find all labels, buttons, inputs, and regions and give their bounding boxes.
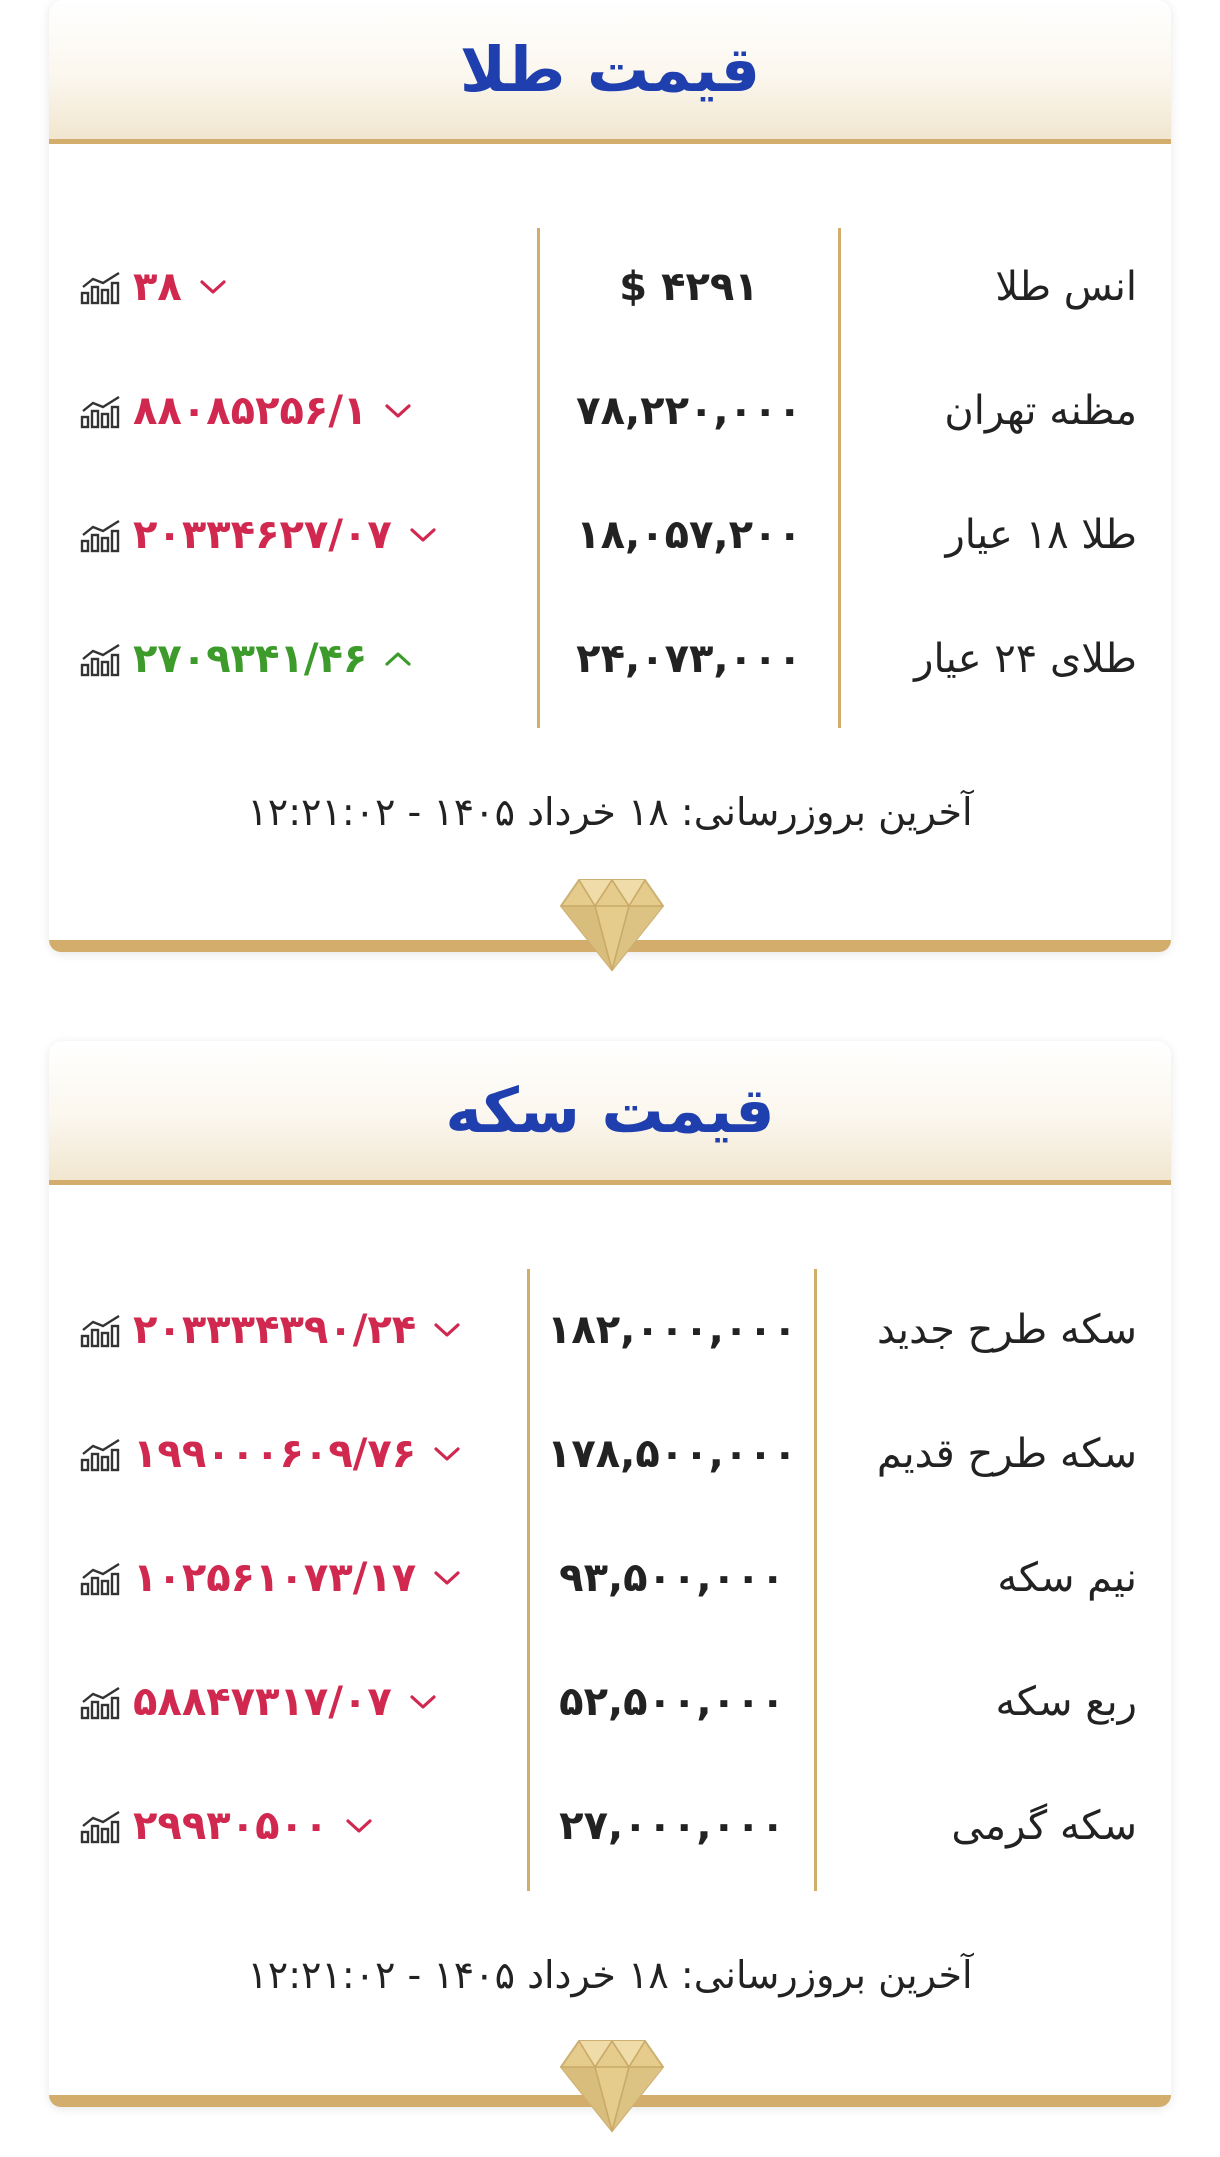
change-value: ۲۰۳۳۳۴۳۹۰/۲۴ — [133, 1307, 417, 1353]
change-value: ۱۰۲۵۶۱۰۷۳/۱۷ — [133, 1555, 417, 1601]
chevron-down-icon — [408, 525, 438, 545]
coin-item-name: سکه طرح قدیم — [876, 1431, 1137, 1477]
coin-row-0[interactable] — [49, 1285, 1171, 1375]
bar-chart-icon[interactable] — [79, 517, 123, 553]
chevron-down-icon — [198, 277, 228, 297]
coin-card-header — [49, 1041, 1171, 1185]
chevron-down-icon — [432, 1568, 462, 1588]
gold-item-price: ۱۸,۰۵۷,۲۰۰ — [576, 512, 802, 558]
coin-item-name: سکه طرح جدید — [876, 1307, 1137, 1353]
coin-item-price: ۵۲,۵۰۰,۰۰۰ — [559, 1679, 785, 1725]
coin-item-change — [79, 1285, 462, 1375]
gold-row-0[interactable] — [49, 242, 1171, 332]
diamond-icon — [559, 2037, 665, 2133]
coin-item-name: سکه گرمی — [951, 1803, 1137, 1849]
bar-chart-icon[interactable] — [79, 1312, 123, 1348]
coin-item-name: نیم سکه — [997, 1555, 1137, 1601]
change-value: ۲۷۰۹۳۴۱/۴۶ — [133, 636, 368, 682]
coin-row-4[interactable] — [49, 1781, 1171, 1871]
change-value: ۵۸۸۴۷۳۱۷/۰۷ — [133, 1679, 392, 1725]
chevron-down-icon — [432, 1320, 462, 1340]
gold-item-change — [79, 366, 413, 456]
gold-item-change — [79, 490, 438, 580]
coin-last-updated: آخرین بروزرسانی: ۱۸ خرداد ۱۴۰۵ - ۱۲:۲۱:۰۲ — [247, 1953, 973, 1997]
coin-item-change — [79, 1781, 374, 1871]
change-value: ۲۹۹۳۰۵۰۰ — [133, 1803, 329, 1849]
gold-item-name: طلا ۱۸ عیار — [945, 512, 1137, 558]
coin-row-1[interactable] — [49, 1409, 1171, 1499]
bar-chart-icon[interactable] — [79, 393, 123, 429]
coin-row-3[interactable] — [49, 1657, 1171, 1747]
coin-item-name: ربع سکه — [995, 1679, 1137, 1725]
coin-item-price: ۱۷۸,۵۰۰,۰۰۰ — [546, 1431, 798, 1477]
gold-item-price: ۴۲۹۱ $ — [619, 264, 759, 310]
gold-item-name: مظنه تهران — [944, 388, 1137, 434]
coin-row-2[interactable] — [49, 1533, 1171, 1623]
chevron-down-icon — [432, 1444, 462, 1464]
diamond-icon — [559, 876, 665, 972]
coin-card-title: قیمت سکه — [445, 1073, 775, 1147]
change-value: ۲۰۳۳۴۶۲۷/۰۷ — [133, 512, 392, 558]
chevron-down-icon — [344, 1816, 374, 1836]
gold-item-price: ۲۴,۰۷۳,۰۰۰ — [576, 636, 802, 682]
bar-chart-icon[interactable] — [79, 1560, 123, 1596]
change-value: ۱۹۹۰۰۰۶۰۹/۷۶ — [133, 1431, 417, 1477]
gold-item-change — [79, 242, 228, 332]
coin-item-price: ۱۸۲,۰۰۰,۰۰۰ — [546, 1307, 798, 1353]
gold-card-header — [49, 0, 1171, 144]
chevron-down-icon — [383, 401, 413, 421]
change-value: ۸۸۰۸۵۲۵۶/۱ — [133, 388, 368, 434]
coin-item-change — [79, 1533, 462, 1623]
bar-chart-icon[interactable] — [79, 1684, 123, 1720]
coin-item-change — [79, 1409, 462, 1499]
coin-item-price: ۲۷,۰۰۰,۰۰۰ — [559, 1803, 785, 1849]
coin-item-price: ۹۳,۵۰۰,۰۰۰ — [559, 1555, 785, 1601]
gold-card-title: قیمت طلا — [459, 32, 761, 106]
chevron-down-icon — [408, 1692, 438, 1712]
gold-item-name: انس طلا — [995, 264, 1137, 310]
gold-row-3[interactable] — [49, 614, 1171, 704]
bar-chart-icon[interactable] — [79, 1808, 123, 1844]
change-value: ۳۸ — [133, 264, 182, 310]
bar-chart-icon[interactable] — [79, 1436, 123, 1472]
coin-price-card — [49, 1041, 1171, 2107]
bar-chart-icon[interactable] — [79, 641, 123, 677]
gold-row-2[interactable] — [49, 490, 1171, 580]
gold-item-price: ۷۸,۲۲۰,۰۰۰ — [576, 388, 802, 434]
gold-row-1[interactable] — [49, 366, 1171, 456]
gold-price-card — [49, 0, 1171, 952]
gold-last-updated: آخرین بروزرسانی: ۱۸ خرداد ۱۴۰۵ - ۱۲:۲۱:۰۲ — [247, 790, 973, 834]
bar-chart-icon[interactable] — [79, 269, 123, 305]
chevron-up-icon — [383, 649, 413, 669]
coin-item-change — [79, 1657, 438, 1747]
gold-item-name: طلای ۲۴ عیار — [914, 636, 1137, 682]
gold-item-change — [79, 614, 413, 704]
